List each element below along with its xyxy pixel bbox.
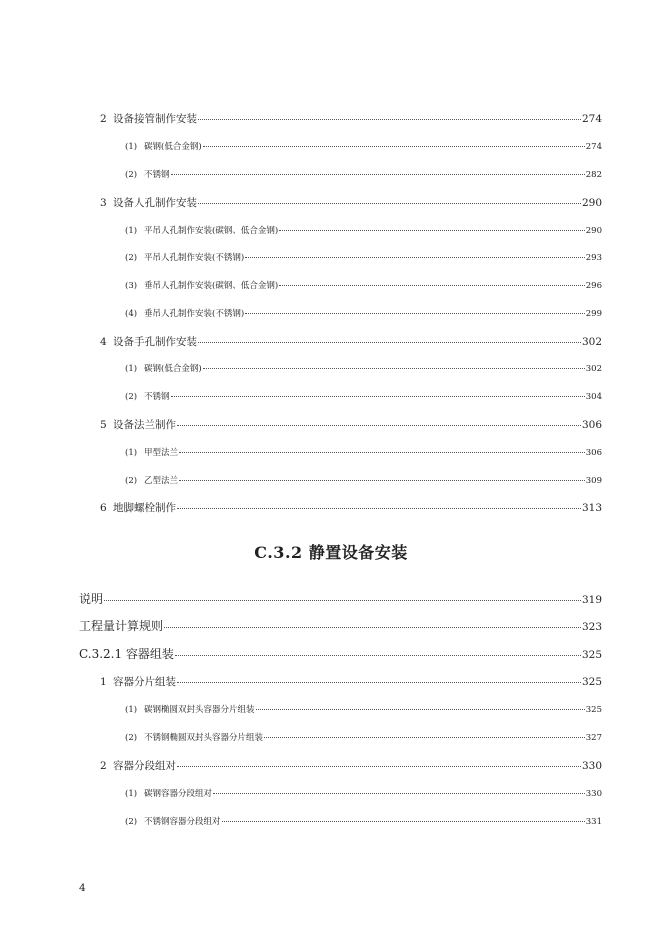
toc-entry-number: (4)	[125, 309, 138, 319]
toc-entry-label	[125, 787, 212, 799]
toc-entry-label	[125, 703, 255, 715]
toc-entry[interactable]	[100, 417, 602, 432]
toc-entry-number: 6	[100, 502, 107, 514]
toc-entry-number: 3	[100, 197, 107, 209]
dot-leader	[198, 342, 581, 343]
toc-subentry[interactable]	[125, 279, 602, 291]
toc-entry-title: 不锈钢	[144, 392, 170, 402]
toc-entry-number: 2	[100, 113, 107, 125]
toc-entry-page: 299	[585, 309, 602, 319]
dot-leader	[177, 682, 581, 683]
toc-entry-label	[125, 390, 170, 402]
toc-entry-label	[100, 111, 197, 126]
toc-entry-number: (2)	[125, 476, 138, 486]
toc-entry-title: 垂吊人孔制作安装(碳钢、低合金钢)	[144, 281, 279, 291]
toc-entry-number: (2)	[125, 392, 138, 402]
toc-top-entry[interactable]	[79, 590, 602, 607]
toc-entry-number: (1)	[125, 364, 138, 374]
toc-top-entry[interactable]	[79, 617, 602, 634]
toc-entry-number: (1)	[125, 448, 138, 458]
dot-leader	[177, 508, 581, 509]
toc-entry-page: 282	[585, 170, 602, 180]
toc-entry[interactable]	[100, 195, 602, 210]
toc-entry-title: 碳钢椭圆双封头容器分片组装	[144, 705, 255, 715]
toc-entry-label	[125, 815, 221, 827]
toc-subentry[interactable]	[125, 307, 602, 319]
toc-entry-page: 313	[581, 502, 602, 514]
toc-entry-label	[125, 224, 278, 236]
toc-entry[interactable]	[100, 674, 602, 689]
toc-entry-label	[100, 334, 197, 349]
toc-entry[interactable]	[100, 334, 602, 349]
toc-entry-number: (1)	[125, 789, 138, 799]
toc-entry-title: 垂吊人孔制作安装(不锈钢)	[144, 309, 245, 319]
toc-entry-label	[100, 758, 176, 773]
dot-leader	[198, 119, 581, 120]
toc-entry-page: 302	[581, 336, 602, 348]
dot-leader	[264, 737, 585, 738]
toc-entry-number: 1	[100, 676, 107, 688]
toc-entry-label	[125, 446, 178, 458]
toc-subentry[interactable]	[125, 168, 602, 180]
toc-entry[interactable]	[100, 758, 602, 773]
toc-entry-title: 甲型法兰	[144, 448, 179, 458]
toc-entry-page: 306	[585, 448, 602, 458]
toc-entry-number: (1)	[125, 705, 138, 715]
toc-entry-label	[125, 279, 278, 291]
toc-entry-page: 302	[585, 364, 602, 374]
toc-entry-page: 290	[581, 197, 602, 209]
toc-top-entry[interactable]	[79, 645, 602, 662]
toc-entry-number: 4	[100, 336, 107, 348]
dot-leader	[175, 655, 581, 656]
toc-entry-title: 不锈钢	[144, 170, 170, 180]
toc-entry-number: (2)	[125, 817, 138, 827]
toc-entry-page: 325	[585, 705, 602, 715]
toc-entry-label	[100, 674, 176, 689]
toc-subentry[interactable]	[125, 703, 602, 715]
toc-entry-label	[125, 140, 202, 152]
dot-leader	[256, 709, 585, 710]
toc-entry-label	[125, 307, 244, 319]
toc-entry-label	[125, 251, 244, 263]
dot-leader	[203, 146, 585, 147]
dot-leader	[104, 600, 581, 601]
toc-entry-page: 293	[585, 253, 602, 263]
toc-subentry[interactable]	[125, 390, 602, 402]
toc-entry-title: C.3.2.1 容器组装	[79, 647, 174, 661]
toc-entry-title: 不锈钢椭圆双封头容器分片组装	[144, 733, 264, 743]
toc-entry-title: 设备接管制作安装	[113, 113, 197, 125]
toc-entry-number: (2)	[125, 253, 138, 263]
dot-leader	[179, 480, 585, 481]
toc-entry-page: 325	[581, 676, 602, 688]
toc-entry-title: 说明	[79, 592, 104, 606]
toc-entry-title: 碳钢(低合金钢)	[144, 364, 202, 374]
page-number: 4	[79, 882, 86, 894]
toc-entry-page: 327	[585, 733, 602, 743]
toc-subentry[interactable]	[125, 251, 602, 263]
toc-entry[interactable]	[100, 500, 602, 515]
toc-entry-label	[100, 417, 176, 432]
toc-entry-title: 设备法兰制作	[113, 419, 176, 431]
dot-leader	[279, 230, 585, 231]
toc-entry-page: 290	[585, 226, 602, 236]
toc-entry-number: 2	[100, 760, 107, 772]
toc-entry-page: 331	[585, 817, 602, 827]
toc-entry-label	[125, 168, 170, 180]
toc-entry-title: 平吊人孔制作安装(不锈钢)	[144, 253, 245, 263]
toc-entry-page: 325	[581, 649, 602, 661]
toc-entry-number: (2)	[125, 170, 138, 180]
toc-subentry[interactable]	[125, 815, 602, 827]
toc-entry-page: 330	[585, 789, 602, 799]
toc-entry-title: 不锈钢容器分段组对	[144, 817, 221, 827]
dot-leader	[171, 174, 585, 175]
toc-entry-title: 设备人孔制作安装	[113, 197, 197, 209]
dot-leader	[177, 425, 581, 426]
toc-entry-title: 容器分片组装	[113, 676, 176, 688]
toc-subentry[interactable]	[125, 362, 602, 374]
toc-entry-page: 309	[585, 476, 602, 486]
toc-entry-page: 274	[581, 113, 602, 125]
toc-entry-page: 323	[581, 621, 602, 633]
toc-entry-page: 274	[585, 142, 602, 152]
toc-subentry[interactable]	[125, 731, 602, 743]
toc-entry-label	[125, 731, 263, 743]
toc-subentry[interactable]	[125, 224, 602, 236]
toc-entry-page: 304	[585, 392, 602, 402]
toc-entry-title: 工程量计算规则	[79, 619, 164, 633]
toc-entry-number: (3)	[125, 281, 138, 291]
toc-entry-label	[125, 362, 202, 374]
toc-entry-label	[100, 500, 176, 515]
toc-subentry[interactable]	[125, 474, 602, 486]
toc-entry-title: 乙型法兰	[144, 476, 179, 486]
toc-entry-page: 306	[581, 419, 602, 431]
toc-entry-title: 设备手孔制作安装	[113, 336, 197, 348]
dot-leader	[203, 368, 585, 369]
toc-subentry[interactable]	[125, 140, 602, 152]
toc-entry-label	[125, 474, 178, 486]
toc-entry-title: 平吊人孔制作安装(碳钢、低合金钢)	[144, 226, 279, 236]
toc-entry-label	[100, 195, 197, 210]
toc-entry-number: (1)	[125, 226, 138, 236]
toc-entry-page: 319	[581, 594, 602, 606]
dot-leader	[171, 396, 585, 397]
toc-entry-page: 330	[581, 760, 602, 772]
toc-entry-number: 5	[100, 419, 107, 431]
dot-leader	[177, 766, 581, 767]
dot-leader	[198, 203, 581, 204]
dot-leader	[179, 452, 585, 453]
toc-entry-title: 容器分段组对	[113, 760, 176, 772]
toc-entry[interactable]	[100, 111, 602, 126]
dot-leader	[164, 627, 581, 628]
dot-leader	[245, 257, 585, 258]
toc-entry-title: 碳钢容器分段组对	[144, 789, 213, 799]
section-heading: C.3.2 静置设备安装	[254, 543, 408, 562]
dot-leader	[245, 313, 585, 314]
toc-subentry[interactable]	[125, 787, 602, 799]
dot-leader	[279, 285, 585, 286]
toc-entry-title: 碳钢(低合金钢)	[144, 142, 202, 152]
toc-entry-page: 296	[585, 281, 602, 291]
toc-subentry[interactable]	[125, 446, 602, 458]
toc-entry-number: (1)	[125, 142, 138, 152]
dot-leader	[213, 793, 585, 794]
dot-leader	[222, 821, 585, 822]
toc-entry-title: 地脚螺栓制作	[113, 502, 176, 514]
toc-entry-number: (2)	[125, 733, 138, 743]
